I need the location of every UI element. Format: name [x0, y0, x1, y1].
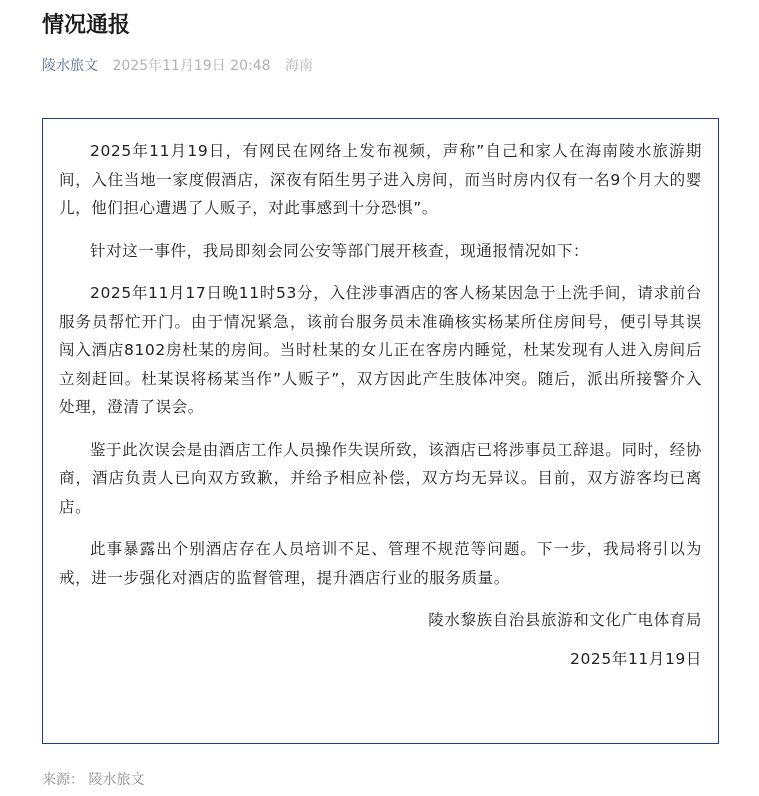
notice-paragraph: 此事暴露出个别酒店存在人员培训不足、管理不规范等问题。下一步，我局将引以为戒，进一步强化对酒店的监督管理，提升酒店行业的服务质量。	[59, 540, 702, 587]
notice-paragraph: 鉴于此次误会是由酒店工作人员操作失误所致，该酒店已将涉事员工辞退。同时，经协商，酒店负责人已向双方致歉，并给予相应补偿，双方均无异议。目前，双方游客均已离店。	[59, 440, 702, 516]
publish-location: 海南	[284, 58, 313, 74]
notice-signature: 陵水黎族自治县旅游和文化广电体育局	[428, 611, 702, 629]
publish-time: 2025年11月19日 20:48	[112, 58, 271, 74]
article-title: 情况通报	[42, 13, 131, 38]
account-name-link[interactable]: 陵水旅文	[42, 58, 98, 74]
notice-box	[42, 118, 719, 744]
notice-paragraph: 2025年11月17日晚11时53分，入住涉事酒店的客人杨某因急于上洗手间，请求前台服务员帮忙开门。由于情况紧急，该前台服务员未准确核实杨某所住房间号，便引导其误闯入酒店8102房杜某的房间。当时杜某的女儿正在客房内睡觉，杜某发现有人进入房间后立刻赶回。杜某误将杨某当作”人贩子”，双方因此产生肢体冲突。随后，派出所接警介入处理，澄清了误会。	[59, 284, 702, 416]
notice-paragraph: 2025年11月19日，有网民在网络上发布视频，声称”自己和家人在海南陵水旅游期间，入住当地一家度假酒店，深夜有陌生男子进入房间，而当时房内仅有一名9个月大的婴儿，他们担心遭遇了人贩子，对此事感到十分恐惧”。	[59, 142, 702, 217]
source-line: 来源： 陵水旅文	[42, 772, 145, 788]
notice-paragraph: 针对这一事件，我局即刻会同公安等部门展开核查，现通报情况如下：	[90, 241, 590, 260]
notice-date: 2025年11月19日	[570, 649, 702, 668]
article-meta	[42, 55, 313, 77]
